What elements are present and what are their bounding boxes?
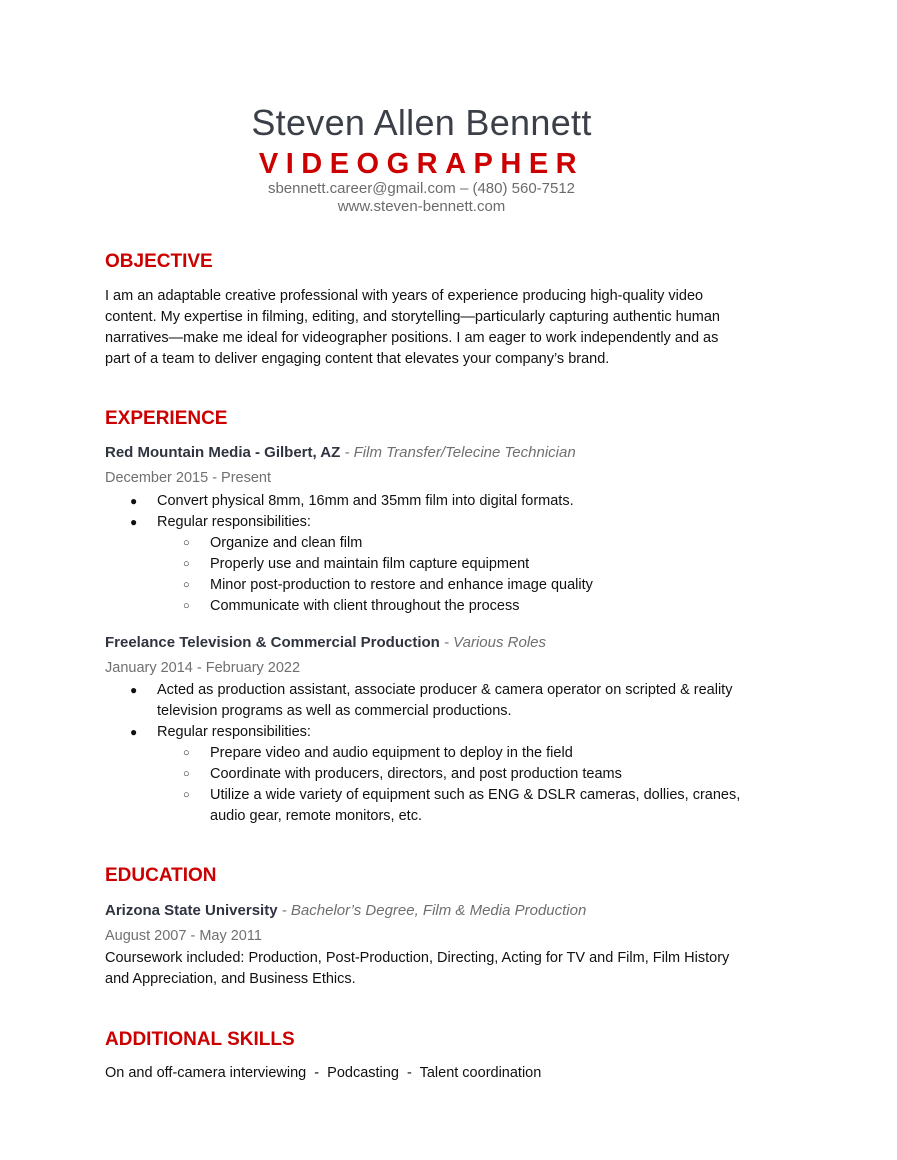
bullet-icon: ● [130,683,138,697]
contact-line: sbennett.career@gmail.com – (480) 560-7512 [267,180,576,197]
sub-bullet-text: Utilize a wide variety of equipment such as ENG & DSLR cameras, dollies, cranes, audio gear, remote monitors, etc. [210,787,741,824]
sub-bullet-icon: ○ [183,558,190,570]
sub-bullet-text: Organize and clean film [210,535,363,551]
sub-bullet-text: Communicate with client throughout the process [210,598,520,614]
sub-bullet-icon: ○ [183,537,190,549]
sub-bullet-icon: ○ [183,768,190,780]
bullet-icon: ● [130,515,138,529]
website: www.steven-bennett.com [337,198,506,215]
bullet-text: Regular responsibilities: [157,514,311,530]
objective-text: I am an adaptable creative professional with years of experience producing high-quality video content. My expertise in filming, editing, and storytelling—particularly capturing authentic human narratives—make me ideal for videographer positions. I am eager to work independently and as part of a team to deliver engaging content that elevates your company’s brand. [105,288,720,367]
sub-bullet-icon: ○ [183,579,190,591]
sub-bullet-text: Coordinate with producers, directors, and post production teams [210,766,622,782]
sub-bullet-icon: ○ [183,600,190,612]
bullet-text: Regular responsibilities: [157,724,311,740]
bullet-text: Acted as production assistant, associate producer & camera operator on scripted & reality television programs as well as commercial productions. [157,682,733,719]
education-separator: - [277,902,291,919]
education-heading: EDUCATION [105,865,217,886]
sub-bullet-text: Properly use and maintain film capture equipment [210,556,530,572]
sub-bullet-icon: ○ [183,747,190,759]
sub-bullet-text: Minor post-production to restore and enhance image quality [210,577,593,593]
job-dates: December 2015 - Present [105,470,272,486]
education-dates: August 2007 - May 2011 [105,928,262,944]
skills-heading: ADDITIONAL SKILLS [105,1029,295,1050]
coursework-text: Coursework included: Production, Post-Production, Directing, Acting for TV and Film, Film History and Appreciation, and Business Ethics. [105,950,730,987]
bullet-icon: ● [130,494,138,508]
bullet-text: Convert physical 8mm, 16mm and 35mm film into digital formats. [157,493,574,509]
degree: Bachelor’s Degree, Film & Media Production [290,902,587,919]
job-header [105,633,546,653]
job-role: Film Transfer/Telecine Technician [353,444,576,461]
experience-heading: EXPERIENCE [105,408,228,429]
job-organization: Red Mountain Media - Gilbert, AZ [105,444,341,461]
sub-bullet-text: Prepare video and audio equipment to deploy in the field [210,745,573,761]
candidate-name: Steven Allen Bennett [251,102,592,143]
job-title: VIDEOGRAPHER [258,148,585,180]
job-role: Various Roles [453,634,546,651]
job-separator: - [340,444,354,461]
skills-text: On and off-camera interviewing - Podcasting - Talent coordination [105,1065,542,1081]
school-name: Arizona State University [105,902,278,919]
education-header [105,901,586,921]
bullet-icon: ● [130,725,138,739]
job-dates: January 2014 - February 2022 [105,660,301,676]
job-header [105,443,576,463]
job-separator: - [439,634,454,651]
objective-heading: OBJECTIVE [105,251,213,272]
job-organization: Freelance Television & Commercial Production [105,634,440,651]
sub-bullet-icon: ○ [183,789,190,801]
